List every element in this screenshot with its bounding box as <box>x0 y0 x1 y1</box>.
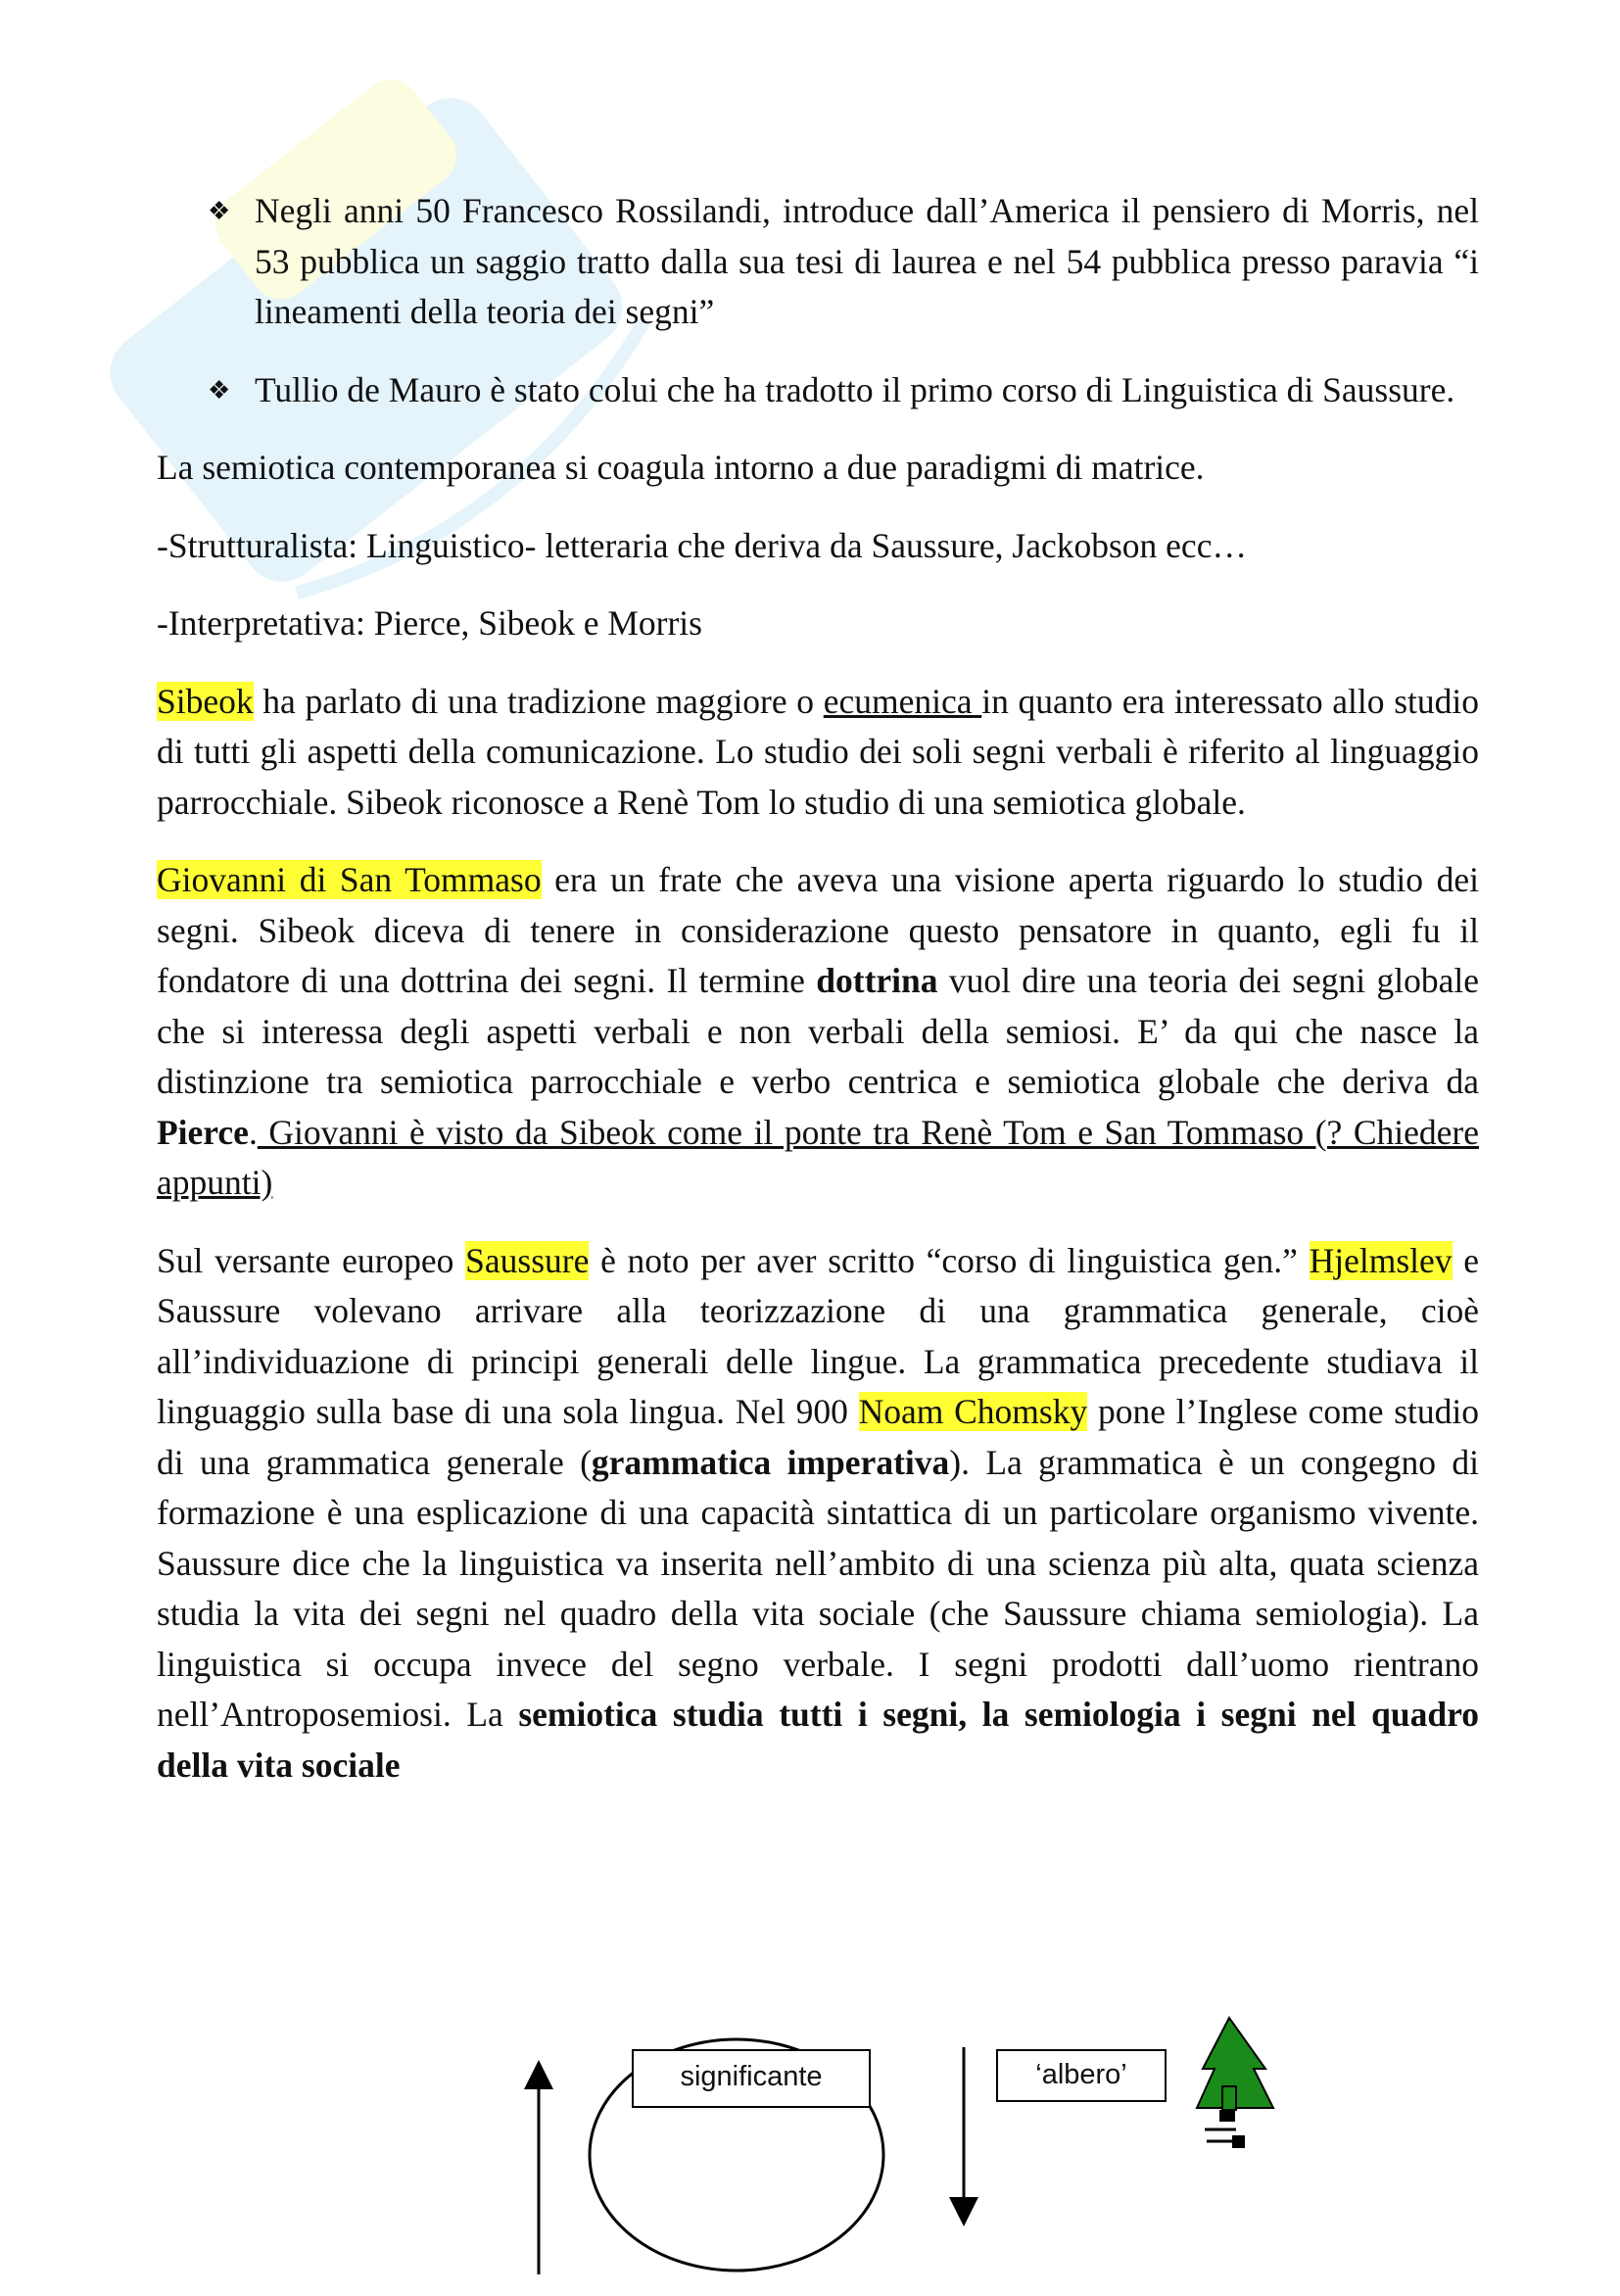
diagram-shapes <box>0 1959 1620 2291</box>
bold-conclusion: semiotica studia tutti i segni, la semiologia i segni nel quadro della vita sociale <box>157 1695 1479 1785</box>
paragraph-saussure: Sul versante europeo Saussure è noto per aver scritto “corso di linguistica gen.” Hjelmslev e Saussure volevano arrivare alla teorizzazione di una grammatica generale, cioè all’individuazione di principi generali delle lingue. La grammatica precedente studiava il linguaggio sulla base di una sola lingua. Nel 900 Noam Chomsky pone l’Inglese come studio di una grammatica generale (grammatica imperativa). La grammatica è un congegno di formazione è una esplicazione di una capacità sintattica di un particolare organismo vivente. Saussure dice che la linguistica va inserita nell’ambito di una scienza più alta, quata scienza studia la vita dei segni nel quadro della vita sociale (che Saussure chiama semiologia). La linguistica si occupa invece del segno verbale. I segni prodotti dall’uomo rientrano nell’Antroposemiosi. La semiotica studia tutti i segni, la semiologia i segni nel quadro della vita sociale <box>157 1240 1480 1785</box>
paragraph-sibeok: Sibeok ha parlato di una tradizione maggiore o ecumenica in quanto era interessato allo studio di tutti gli aspetti della comunicazione. Lo studio dei soli segni verbali è riferito al linguaggio parrocchiale. Sibeok riconosce a Renè Tom lo studio di una semiotica globale. <box>157 681 1480 822</box>
referent-box: ‘albero’ <box>996 2049 1167 2102</box>
signifier-box: significante <box>632 2049 871 2108</box>
underlined-ecumenica: ecumenica <box>823 681 982 721</box>
paragraph-giovanni: Giovanni di San Tommaso era un frate che aveva una visione aperta riguardo lo studio dei segni. Sibeok diceva di tenere in considerazione questo pensatore in quanto, egli fu il fondatore di una dottrina dei segni. Il termine dottrina vuol dire una teoria dei segni globale che si interessa degli aspetti verbali e non verbali della semiosi. E’ da qui che nasce la distinzione tra semiotica parrocchiale e verbo centrica e semiotica globale che deriva da Pierce. Giovanni è visto da Sibeok come il ponte tra Renè Tom e San Tommaso (? Chiedere appunti) <box>157 860 1479 1202</box>
diamond-bullet-icon: ❖ <box>208 375 231 405</box>
bullet-text: Negli anni 50 Francesco Rossilandi, introduce dall’America il pensiero di Morris, nel 53 pubblica un saggio tratto dalla sua tesi di laurea e nel 54 pubblica presso paravia “i lineamenti della teoria dei segni” <box>255 191 1479 331</box>
highlight-sibeok: Sibeok <box>157 681 254 721</box>
paragraph-semiotica: La semiotica contemporanea si coagula intorno a due paradigmi di matrice. <box>157 448 1205 487</box>
document-body <box>157 186 1479 1818</box>
bold-dottrina: dottrina <box>816 961 938 1000</box>
highlight-saussure: Saussure <box>465 1240 590 1280</box>
underlined-note: Giovanni è visto da Sibeok come il ponte tra Renè Tom e San Tommaso (? Chiedere appunti) <box>157 1112 1479 1202</box>
highlight-hjelmslev: Hjelmslev <box>1309 1240 1453 1280</box>
tree-icon <box>1197 2018 1273 2148</box>
bullet-item <box>157 186 1479 338</box>
diamond-bullet-icon: ❖ <box>208 197 231 225</box>
bullet-text: Tullio de Mauro è stato colui che ha tradotto il primo corso di Linguistica di Saussure. <box>255 369 1455 409</box>
bullet-item <box>157 365 1479 416</box>
bold-pierce: Pierce <box>157 1112 249 1152</box>
paragraph-interpretativa: -Interpretativa: Pierce, Sibeok e Morris <box>157 603 702 643</box>
sign-diagram <box>0 1959 1620 2291</box>
bold-grammatica-imperativa: grammatica imperativa <box>591 1442 950 1482</box>
highlight-giovanni: Giovanni di San Tommaso <box>157 860 542 899</box>
paragraph-strutturalista: -Strutturalista: Linguistico- letteraria che deriva da Saussure, Jackobson ecc… <box>157 525 1247 565</box>
highlight-chomsky: Noam Chomsky <box>858 1392 1088 1431</box>
